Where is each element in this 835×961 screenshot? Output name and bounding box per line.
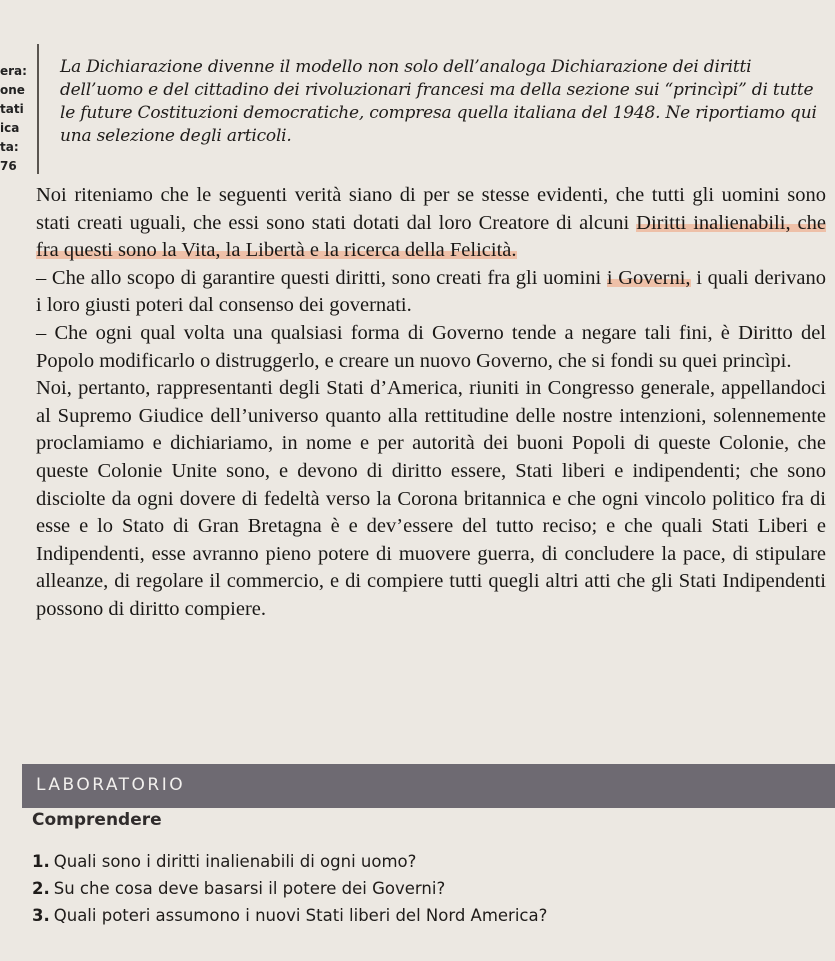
paragraph: Noi, pertanto, rappresentanti degli Stati d’America, riuniti in Congresso generale, appellandoci al Supremo Giudice dell’universo quanto alla rettitudine delle nostre intenzioni, solennemente proclamiamo e dichiariamo, in nome e per autorità dei buoni Popoli di queste Colonie, che queste Colonie Unite sono, e devono di diritto essere, Stati liberi e indipendenti; che sono disciolte da ogni dovere di fedeltà verso la Corona britannica e che ogni vincolo politico fra di esse e lo Stato di Gran Bretagna è e dev’essere del tutto reciso; e che quali Stati Liberi e Indipendenti, esse avranno pieno potere di muovere guerra, di concludere la pace, di stipulare alleanze, di regolare il commercio, e di compiere tutti quegli altri atti che gli Stati Indipendenti possono di diritto compiere. bbox=[36, 377, 826, 620]
question-item bbox=[32, 875, 822, 902]
margin-label: ta: bbox=[0, 140, 19, 154]
question-text: Quali sono i diritti inalienabili di ogni uomo? bbox=[53, 852, 417, 871]
text-run: Noi riteniamo che le seguenti verità siano di per se stesse evidenti, che tutti gli uomini sono stati creati uguali, che essi sono stati dotati dal loro Creatore di alcuni bbox=[36, 184, 826, 234]
margin-label: ica bbox=[0, 121, 20, 135]
lab-header-bar bbox=[22, 764, 835, 808]
question-text: Quali poteri assumono i nuovi Stati liberi del Nord America? bbox=[53, 906, 548, 925]
margin-label: era: bbox=[0, 64, 27, 78]
question-text: Su che cosa deve basarsi il potere dei Governi? bbox=[53, 879, 446, 898]
lab-section bbox=[32, 810, 822, 929]
text-run: i quali derivano i loro giusti poteri dal consenso dei governati. bbox=[36, 266, 827, 317]
paragraph bbox=[36, 182, 826, 265]
paragraph: – Che ogni qual volta una qualsiasi forma di Governo tende a negare tali fini, è Diritto del Popolo modificarlo o distruggerlo, e creare un nuovo Governo, che si fondi su quei princìpi. bbox=[36, 321, 826, 372]
section-heading: Comprendere bbox=[32, 810, 162, 830]
highlighted-text: i Governi, bbox=[606, 266, 691, 289]
question-number: 3. bbox=[32, 906, 50, 925]
question-number: 2. bbox=[32, 879, 50, 898]
highlighted-text: Diritti inalienabili, che fra questi sono la Vita, la Libertà e la ricerca della Felicità. bbox=[36, 211, 826, 262]
margin-label: tati bbox=[0, 102, 24, 116]
margin-label: 76 bbox=[0, 159, 17, 173]
margin-label: one bbox=[0, 83, 25, 97]
intro-paragraph: La Dichiarazione divenne il modello non solo dell’analoga Dichiarazione dei diritti dell’uomo e del cittadino dei rivoluzionari francesi ma della sezione sui “princìpi” di tutte le future Costituzioni democratiche, compresa quella italiana del 1948. Ne riportiamo qui una selezione degli articoli. bbox=[60, 57, 817, 146]
question-number: 1. bbox=[32, 852, 50, 871]
question-item bbox=[32, 848, 822, 875]
margin-divider bbox=[37, 44, 39, 174]
text-run: – Che allo scopo di garantire questi diritti, sono creati fra gli uomini bbox=[36, 266, 607, 289]
declaration-text bbox=[36, 182, 826, 624]
question-item bbox=[32, 902, 822, 929]
lab-title: LABORATORIO bbox=[36, 775, 186, 795]
margin-notes bbox=[0, 62, 34, 176]
paragraph bbox=[36, 265, 826, 320]
